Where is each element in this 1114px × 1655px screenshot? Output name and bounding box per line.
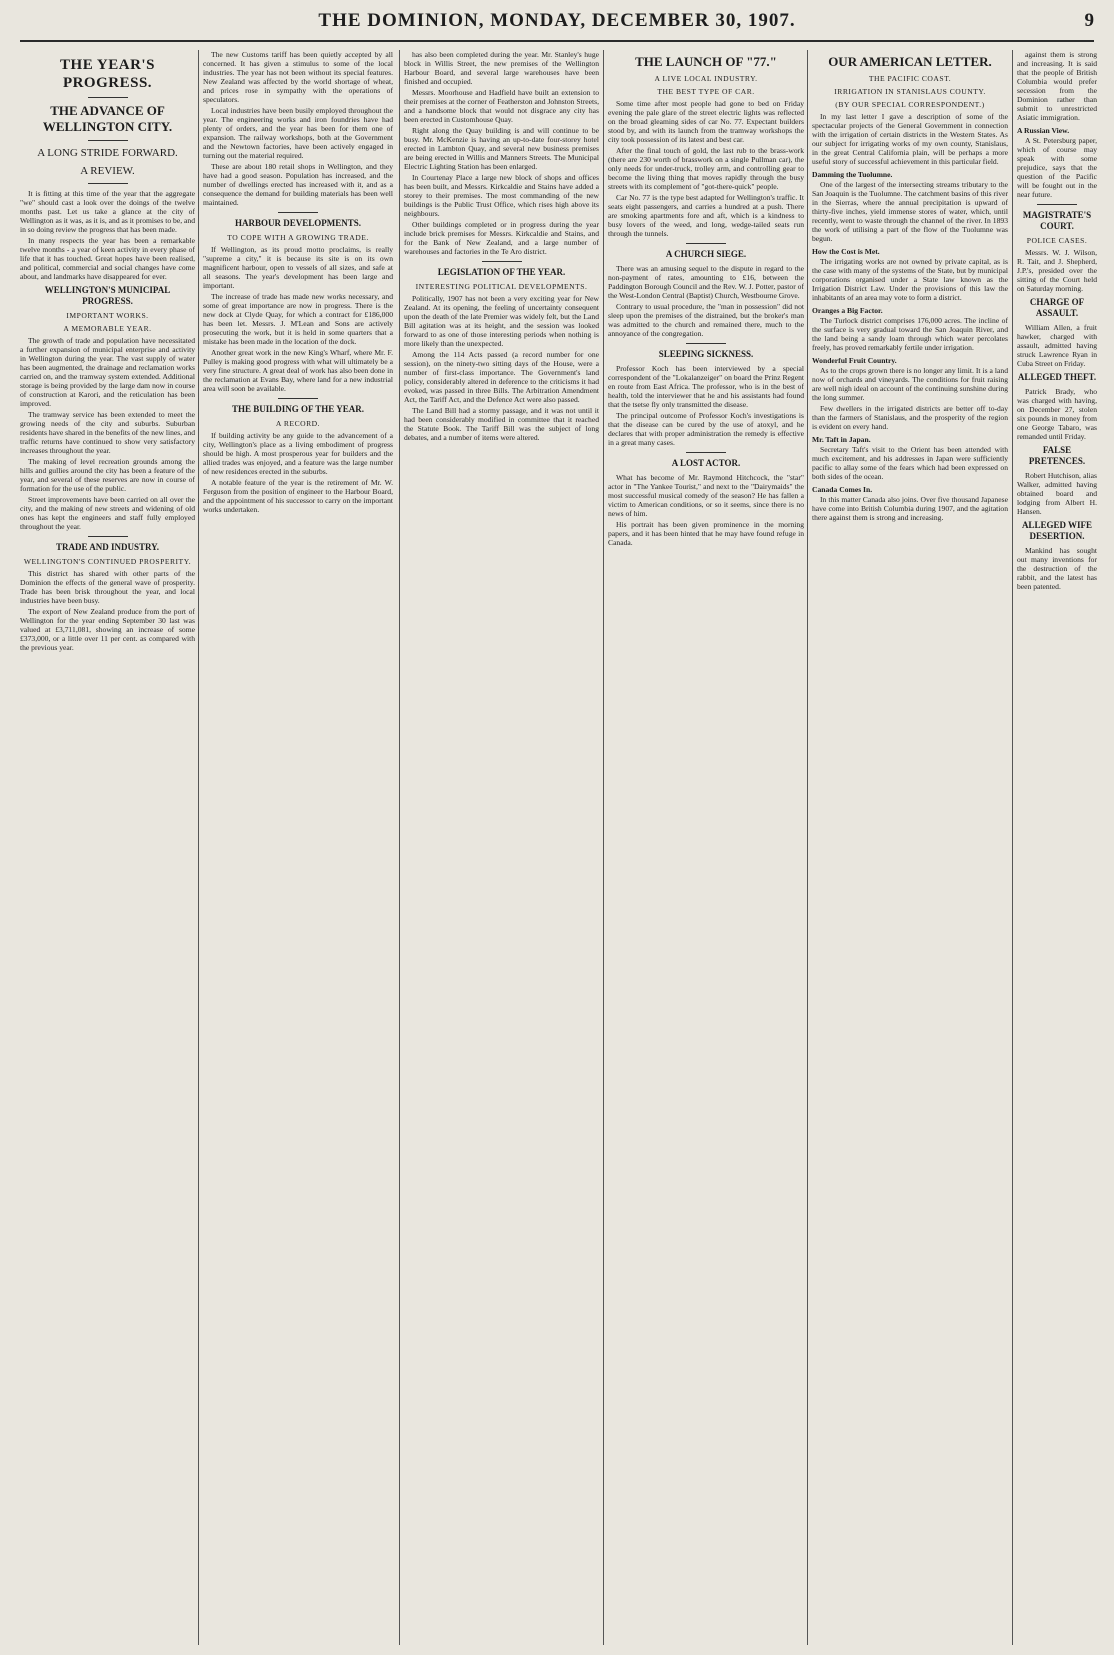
article-paragraph: His portrait has been given prominence in the morning papers, and it has been hinted that he may have found refuge in Canada. — [608, 520, 804, 547]
article-paragraph: What has become of Mr. Raymond Hitchcock, the "star" actor in "The Yankee Tourist," and next to the "Dairymaids" the most successful musical comedy of the season? He has fallen a victim to American conditions, or so it seems, since there is no news of him. — [608, 473, 804, 518]
article-paragraph: William Allen, a fruit hawker, charged with assault, admitted having struck Lawrence Ryan in Cuba Street on Friday. — [1017, 323, 1097, 368]
article-paragraph: The making of level recreation grounds among the hills and gullies around the city has been a feature of the year, and several of these reserves are now in course of formation for the use of the public. — [20, 457, 195, 493]
column-rule — [198, 50, 199, 1645]
article-paragraph: Messrs. Moorhouse and Hadfield have built an extension to their premises at the corner of Featherston and Johnston Streets, and a handsome block that would not disgrace any city has been erected in Customhouse Quay. — [404, 88, 599, 124]
divider — [278, 398, 318, 399]
section-headline: A CHURCH SIEGE. — [665, 249, 747, 259]
divider — [88, 183, 128, 184]
column-5 — [812, 50, 1008, 1645]
article-paragraph: A St. Petersburg paper, which of course may speak with some prejudice, says that the question of the Pacific will be fought out in the near future. — [1017, 136, 1097, 199]
article-paragraph: The Land Bill had a stormy passage, and it was not until it had been considerably modified in committee that it reached the Statute Book. The Tariff Bill was the subject of long debates, and a number of items were altered. — [404, 406, 599, 442]
article-paragraph: The Turlock district comprises 176,000 acres. The incline of the surface is very gradual toward the San Joaquin River, and the land being a sandy loam through which water percolates freely, has proved remarkably fertile under irrigation. — [812, 316, 1008, 352]
main-headline: THE YEAR'S PROGRESS. — [60, 57, 155, 91]
article-paragraph: Another great work in the new King's Wharf, where Mr. F. Pulley is making good progress with what will ultimately be a very fine structure. A great deal of work has also been done in the reclamation at Evans Bay, where land for a new industrial area will soon be available. — [203, 348, 393, 393]
article-paragraph: As to the crops grown there is no longer any limit. It is a land now of orchards and vineyards. The conditions for fruit raising are well nigh ideal on account of the continuing sunshine during the long summer. — [812, 366, 1008, 402]
section-headline: MAGISTRATE'S COURT. — [1022, 210, 1092, 231]
section-subhead: WELLINGTON'S CONTINUED PROSPERITY. — [23, 557, 192, 566]
section-headline: HARBOUR DEVELOPMENTS. — [234, 218, 361, 228]
side-heading: Canada Comes In. — [812, 485, 873, 494]
section-headline: A LOST ACTOR. — [671, 458, 741, 468]
article-paragraph: Messrs. W. J. Wilson, R. Tait, and J. Shepherd, J.P.'s, presided over the sitting of the Court held on Saturday morning. — [1017, 248, 1097, 293]
article-paragraph: Car No. 77 is the type best adapted for Wellington's traffic. It seats eight passengers, and carries a hundred at a push. There are smoking apartments fore and aft, which is a kindness to busy lovers of the weed, and long, wedge-tailed seats run through the tunnels. — [608, 193, 804, 238]
masthead — [20, 10, 1094, 42]
article-paragraph: In this matter Canada also joins. Over five thousand Japanese have come into British Columbia during 1907, and the agitation there against them is strong and increasing. — [812, 495, 1008, 522]
section-headline: CHARGE OF ASSAULT. — [1029, 297, 1085, 318]
masthead-title: THE DOMINION, MONDAY, DECEMBER 30, 1907. — [318, 10, 796, 31]
section-headline: FALSE PRETENCES. — [1028, 445, 1086, 466]
section-headline: ALLEGED WIFE DESERTION. — [1021, 520, 1093, 541]
article-headline: THE ADVANCE OF WELLINGTON CITY. — [42, 103, 173, 134]
article-paragraph: Politically, 1907 has not been a very exciting year for New Zealand. At its opening, the feeling of uncertainty consequent upon the death of the late Premier was widely felt, but the Land Bill agitation was at its height, and the session was looked forward to as one of those interesting periods when nothing is more likely than the unexpected. — [404, 294, 599, 348]
column-2 — [203, 50, 393, 1645]
section-subhead: IMPORTANT WORKS. — [66, 311, 149, 320]
article-paragraph: In my last letter I gave a description of some of the spectacular projects of the General Government in connection with the irrigation of certain districts in the Western States. As our subject for irrigating works of my own county, Stanislaus, in the great Central California plain, will be perhaps a more useful story of successful achievement in this particular field. — [812, 112, 1008, 166]
divider — [88, 97, 128, 98]
section-subhead: TO COPE WITH A GROWING TRADE. — [227, 233, 369, 242]
article-paragraph: Street improvements have been carried on all over the city, and the making of new streets and widening of old ones has kept the engineers and staff fully employed throughout the year. — [20, 495, 195, 531]
column-rule — [1012, 50, 1013, 1645]
column-4 — [608, 50, 804, 1645]
section-subhead: IRRIGATION IN STANISLAUS COUNTY. — [834, 87, 986, 96]
section-subhead: A MEMORABLE YEAR. — [63, 324, 152, 333]
divider — [686, 452, 726, 453]
section-headline: OUR AMERICAN LETTER. — [828, 54, 992, 69]
page-number: 9 — [1084, 10, 1094, 31]
article-paragraph: The irrigating works are not owned by private capital, as is the case with many of the systems of the State, but by municipal corporations organised under a State law known as the Irrigation District Law. Under the provisions of this law the inhabitants of an area may vote to form a district. — [812, 257, 1008, 302]
column-1 — [20, 50, 195, 1645]
side-heading: Oranges a Big Factor. — [812, 306, 883, 315]
article-paragraph: has also been completed during the year. Mr. Stanley's huge block in Willis Street, the new premises of the Wellington Harbour Board, and several large warehouses have been finished and occupied. — [404, 50, 599, 86]
section-headline: LEGISLATION OF THE YEAR. — [437, 267, 566, 277]
side-heading: Wonderful Fruit Country. — [812, 356, 897, 365]
article-paragraph: Professor Koch has been interviewed by a special correspondent of the "Lokalanzeiger" on board the Prinz Regent en route from East Africa. The professor, who is in the best of health, told the interviewer that he and his assistants had found that the tsetse fly only transmitted the disease. — [608, 364, 804, 409]
article-paragraph: This district has shared with other parts of the Dominion the effects of the general wave of prosperity. Trade has been brisk throughout the year, and local industries have been busy. — [20, 569, 195, 605]
section-headline: THE LAUNCH OF "77." — [635, 54, 777, 69]
section-subhead: A LIVE LOCAL INDUSTRY. — [654, 74, 758, 83]
section-subhead: INTERESTING POLITICAL DEVELOPMENTS. — [415, 282, 588, 291]
article-paragraph: Some time after most people had gone to bed on Friday evening the pale glare of the street electric lights was reflected on the broad gleaming sides of car No. 77. Expectant builders stood by, and with its launch from the tramway workshops the city took possession of its latest and best car. — [608, 99, 804, 144]
side-heading: How the Cost is Met. — [812, 247, 880, 256]
article-paragraph: The tramway service has been extended to meet the growing needs of the city and suburbs. Suburban residents have shared in the benefits of the new lines, and traffic returns have continued to show very satisfactory increases throughout the year. — [20, 410, 195, 455]
section-subhead: A RECORD. — [275, 419, 321, 428]
article-paragraph: Other buildings completed or in progress during the year include brick premises for Messrs. Kirkcaldie and Stains, and for the Bank of New Zealand, and a large number of warehouses and factories in the Te Aro district. — [404, 220, 599, 256]
divider — [88, 536, 128, 537]
article-paragraph: The export of New Zealand produce from the port of Wellington for the year ending September 30 last was valued at £3,711,081, showing an increase of some £373,000, or a little over 11 per cent. as compared with the previous year. — [20, 607, 195, 652]
divider — [482, 261, 522, 262]
column-3 — [404, 50, 599, 1645]
article-paragraph: The growth of trade and population have necessitated a further expansion of municipal enterprise and activity in Wellington during the year. The vast supply of water has been augmented, the drainage and reclamation works carried on, and the tramway system extended. Additional storage is being provided by the large dam now in course of construction at Karori, and the reticulation has been improved. — [20, 336, 195, 408]
article-paragraph: Robert Hutchison, alias Walker, admitted having obtained board and lodging from Albert H. Hansen. — [1017, 471, 1097, 516]
article-paragraph: In many respects the year has been a remarkable twelve months - a year of keen activity in every phase of life that it has touched. Great hopes have been realised, and political, commercial and social changes have come about, and landmarks have disappeared for ever. — [20, 236, 195, 281]
article-paragraph: Mankind has sought out many inventions for the destruction of the rabbit, and the latest has been patented. — [1017, 546, 1097, 591]
byline: (BY OUR SPECIAL CORRESPONDENT.) — [835, 100, 985, 109]
article-paragraph: The new Customs tariff has been quietly accepted by all concerned. It has given a stimulus to some of the local industries. The year has not been without its special features. New Zealand was affected by the world shortage of wheat, and prices rose in sympathy with the operations of speculators. — [203, 50, 393, 104]
column-rule — [603, 50, 604, 1645]
column-rule — [807, 50, 808, 1645]
divider — [686, 343, 726, 344]
column-6 — [1017, 50, 1097, 1645]
article-paragraph: After the final touch of gold, the last rub to the brass-work (there are 230 worth of brasswork on a single Pullman car), the only needs for under-truck, trolley arm, and controlling gear to become the living thing that moves rapidly through the busy streets with its complement of "got-there-quick" people. — [608, 146, 804, 191]
article-subheadline: A REVIEW. — [80, 165, 135, 177]
article-paragraph: The principal outcome of Professor Koch's investigations is that the disease can be cured by the use of atoxyl, and he declares that with proper administration the remedy is effective in a great many cases. — [608, 411, 804, 447]
section-headline: TRADE AND INDUSTRY. — [55, 542, 160, 552]
section-headline: ALLEGED THEFT. — [1017, 372, 1097, 382]
article-paragraph: The increase of trade has made new works necessary, and some of great importance are now in progress. There is the new dock at Clyde Quay, for which a contract for £186,000 has been let. Messrs. J. M'Lean and Sons are actively prosecuting the work, but it is held in some quarters that a mistake has been made in the location of the dock. — [203, 292, 393, 346]
divider — [686, 243, 726, 244]
article-paragraph: A notable feature of the year is the retirement of Mr. W. Ferguson from the position of engineer to the Harbour Board, and the appointment of his successor to carry on the important works undertaken. — [203, 478, 393, 514]
article-paragraph: These are about 180 retail shops in Wellington, and they have had a good season. Population has increased, and the number of dwellings erected has increased with it, and as a consequence the demand for building materials has been well maintained. — [203, 162, 393, 207]
article-paragraph: Right along the Quay building is and will continue to be busy. Mr. McKenzie is having an up-to-date four-storey hotel erected in Lambton Quay, and several new business premises are being erected in Willis and Manners Streets. The Municipal Electric Lighting Station has been enlarged. — [404, 126, 599, 171]
column-rule — [399, 50, 400, 1645]
divider — [88, 140, 128, 141]
article-paragraph: If Wellington, as its proud motto proclaims, is really "supreme a city," it is because its site is on its own magnificent harbour, open to vessels of all sizes, and safe at all seasons. The year's development has been large and important. — [203, 245, 393, 290]
side-heading: Damming the Tuolumne. — [812, 170, 893, 179]
section-headline: THE BUILDING OF THE YEAR. — [232, 404, 364, 414]
article-paragraph: If building activity be any guide to the advancement of a city, Wellington's place as a living embodiment of progress should be high. A most prosperous year for builders and the allied trades was enjoyed, and a feature was the large number of new residences erected in the suburbs. — [203, 431, 393, 476]
section-subhead: POLICE CASES. — [1026, 236, 1088, 245]
section-headline: WELLINGTON'S MUNICIPAL PROGRESS. — [44, 285, 171, 306]
article-paragraph: It is fitting at this time of the year that the aggregate "we" should cast a look over the doings of the twelve months past. Let us take a glance at the city of Wellington as it was, as it is, and as it promises to be, and in so doing review the progress that has been made. — [20, 189, 195, 234]
section-headline: SLEEPING SICKNESS. — [658, 349, 754, 359]
article-paragraph: Secretary Taft's visit to the Orient has been attended with much excitement, and his addresses in Japan were sufficiently pacific to allay some of the fears which had been expressed on both sides of the ocean. — [812, 445, 1008, 481]
divider — [1037, 204, 1077, 205]
article-paragraph: Patrick Brady, who was charged with having, on December 27, stolen six pounds in money from one George Tabaro, was remanded until Friday. — [1017, 387, 1097, 441]
article-paragraph: Few dwellers in the irrigated districts are better off to-day than the farmers of Stanislaus, and the prosperity of the region is evident on every hand. — [812, 404, 1008, 431]
article-paragraph: Contrary to usual procedure, the "man in possession" did not sleep upon the premises of the distrained, but the broker's man was admitted to the church and remained there, much to the annoyance of the congregation. — [608, 302, 804, 338]
article-paragraph: Among the 114 Acts passed (a record number for one session), on the ninety-two sitting days of the House, were a number of first-class importance. The Government's land policy, considerably altered in deference to the criticisms it had evoked, was passed in three Bills. The Arbitration Amendment Act, the Tariff Act, and the Defence Act were also passed. — [404, 350, 599, 404]
divider — [278, 212, 318, 213]
side-heading: A Russian View. — [1017, 126, 1070, 135]
article-paragraph: There was an amusing sequel to the dispute in regard to the non-payment of rates, amounting to £16, between the Paddington Borough Council and the Rev. W. J. Potter, pastor of the West-London Central (Baptist) Church, Westbourne Grove. — [608, 264, 804, 300]
section-subhead: THE PACIFIC COAST. — [868, 74, 952, 83]
section-subhead: THE BEST TYPE OF CAR. — [657, 87, 755, 96]
article-paragraph: against them is strong and increasing. It is said that the people of British Columbia would prefer secession from the Dominion rather than submit to unrestricted Asiatic immigration. — [1017, 50, 1097, 122]
article-subheadline: A LONG STRIDE FORWARD. — [37, 147, 178, 159]
article-paragraph: One of the largest of the intersecting streams tributary to the San Joaquin is the Tuolumne. The catchment basins of this river in the Sierras, where the annual precipitation is upward of thirty-five inches, yield immense stores of water, which, until recently, went to waste through the channel of the river. In 1893 the work of utilising a part of the flow of the Tuolumne was begun. — [812, 180, 1008, 243]
article-paragraph: Local industries have been busily employed throughout the year. The engineering works and iron foundries have had plenty of orders, and the year has been for them one of expansion. The railway workshops, both at the Government and the Newtown factories, have been actively engaged in turning out the material required. — [203, 106, 393, 160]
article-paragraph: In Courtenay Place a large new block of shops and offices has been built, and Messrs. Kirkcaldie and Stains have added a storey to their premises. The most commanding of the new buildings is the Public Trust Office, which rises high above its neighbours. — [404, 173, 599, 218]
side-heading: Mr. Taft in Japan. — [812, 435, 871, 444]
